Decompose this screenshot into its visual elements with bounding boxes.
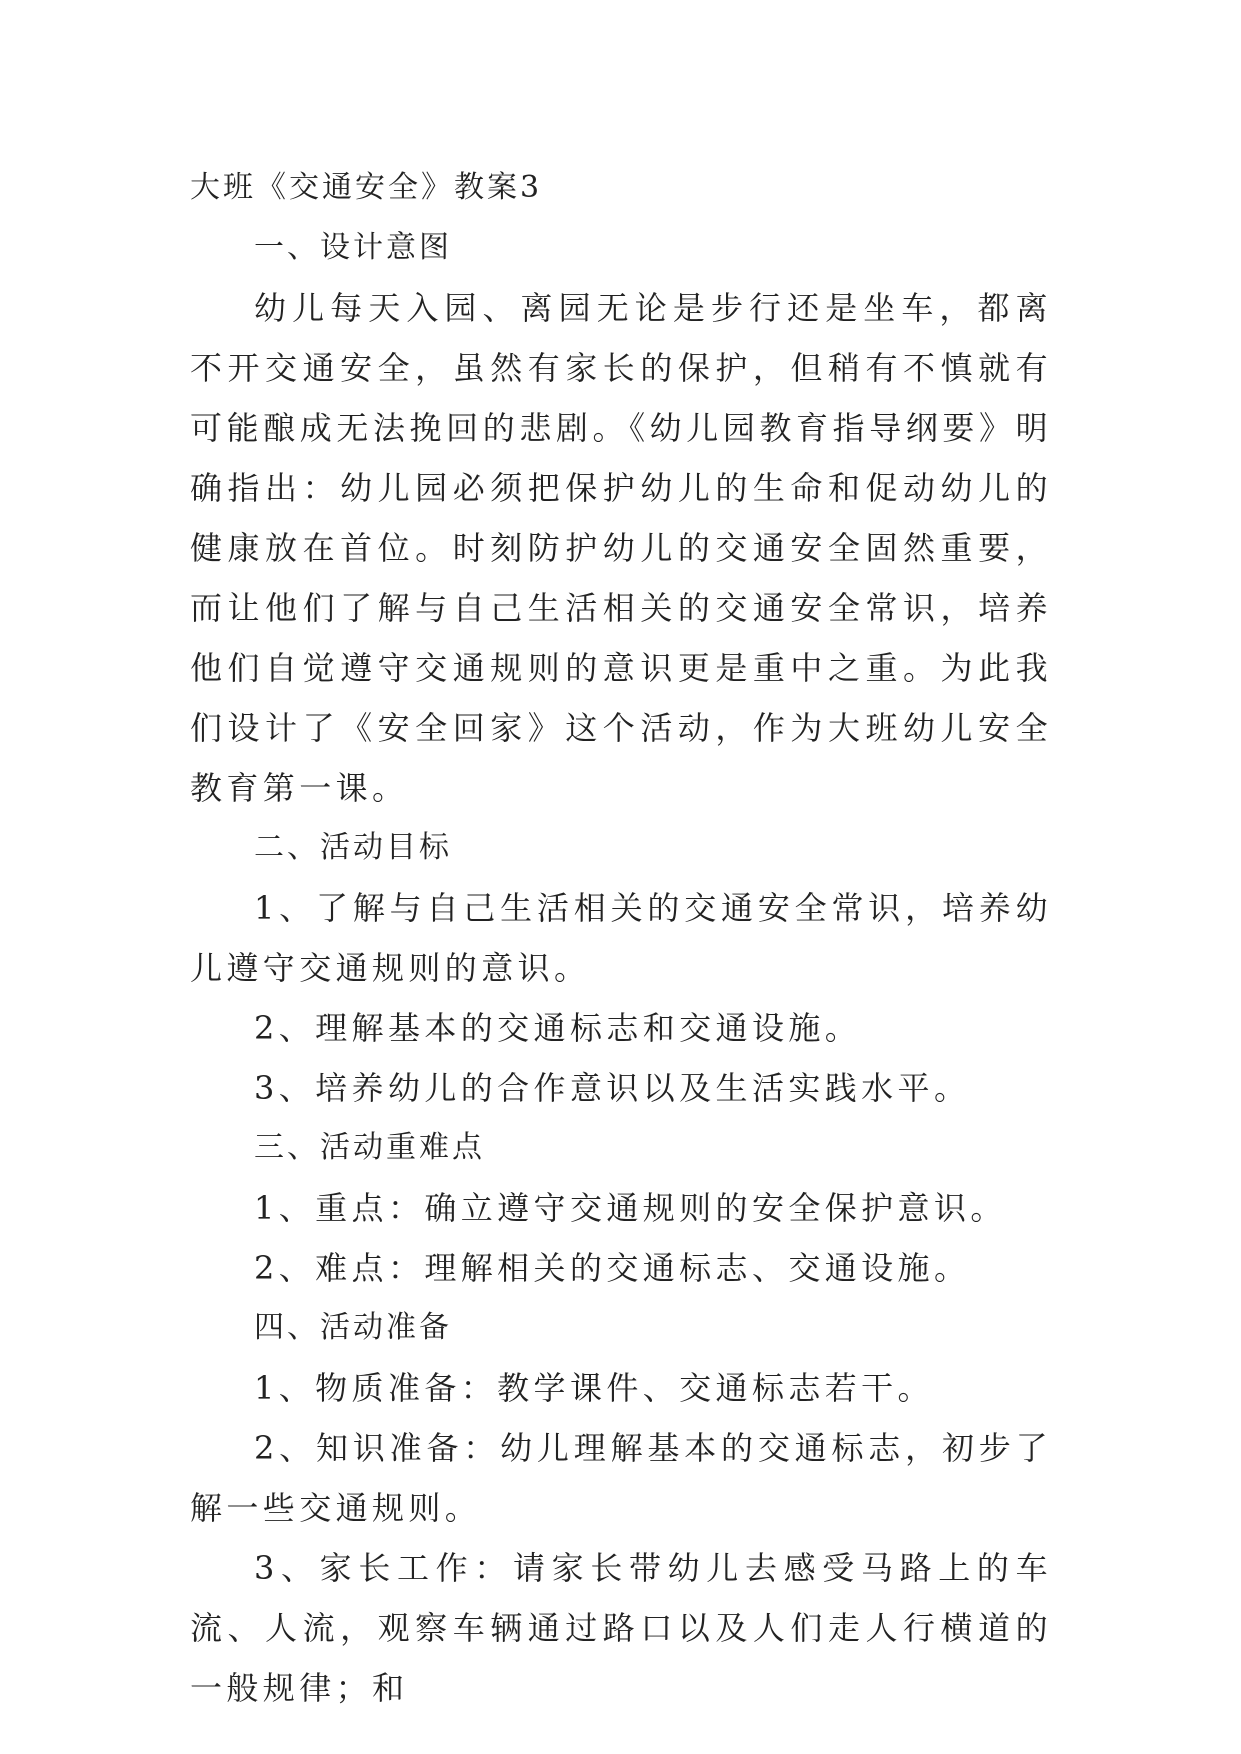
- preparation-item-3: 3、家长工作：请家长带幼儿去感受马路上的车流、人流，观察车辆通过路口以及人们走人行横道的一般规律；和: [190, 1549, 1052, 1707]
- preparation-item-1: 1、物质准备：教学课件、交通标志若干。: [254, 1369, 934, 1407]
- section-heading-design: 一、设计意图: [254, 230, 452, 265]
- document-body: [190, 158, 1052, 1718]
- section-heading-key-difficult: 三、活动重难点: [254, 1130, 485, 1165]
- key-point-item: 1、重点：确立遵守交通规则的安全保护意识。: [254, 1189, 1007, 1227]
- document-title: 大班《交通安全》教案3: [190, 170, 543, 205]
- goal-item-3: 3、培养幼儿的合作意识以及生活实践水平。: [254, 1069, 971, 1107]
- difficult-point-item: 2、难点：理解相关的交通标志、交通设施。: [254, 1249, 971, 1287]
- preparation-item-2: 2、知识准备：幼儿理解基本的交通标志，初步了解一些交通规则。: [190, 1429, 1052, 1527]
- section-heading-goals: 二、活动目标: [254, 830, 452, 865]
- paragraph-design-intent: 幼儿每天入园、离园无论是步行还是坐车，都离不开交通安全，虽然有家长的保护，但稍有不慎就有可能酿成无法挽回的悲剧。《幼儿园教育指导纲要》明确指出：幼儿园必须把保护幼儿的生命和促动幼儿的健康放在首位。时刻防护幼儿的交通安全固然重要，而让他们了解与自己生活相关的交通安全常识，培养他们自觉遵守交通规则的意识更是重中之重。为此我们设计了《安全回家》这个活动，作为大班幼儿安全教育第一课。: [190, 289, 1052, 807]
- goal-item-2: 2、理解基本的交通标志和交通设施。: [254, 1009, 862, 1047]
- goal-item-1: 1、了解与自己生活相关的交通安全常识，培养幼儿遵守交通规则的意识。: [190, 889, 1052, 987]
- section-heading-preparation: 四、活动准备: [254, 1310, 452, 1345]
